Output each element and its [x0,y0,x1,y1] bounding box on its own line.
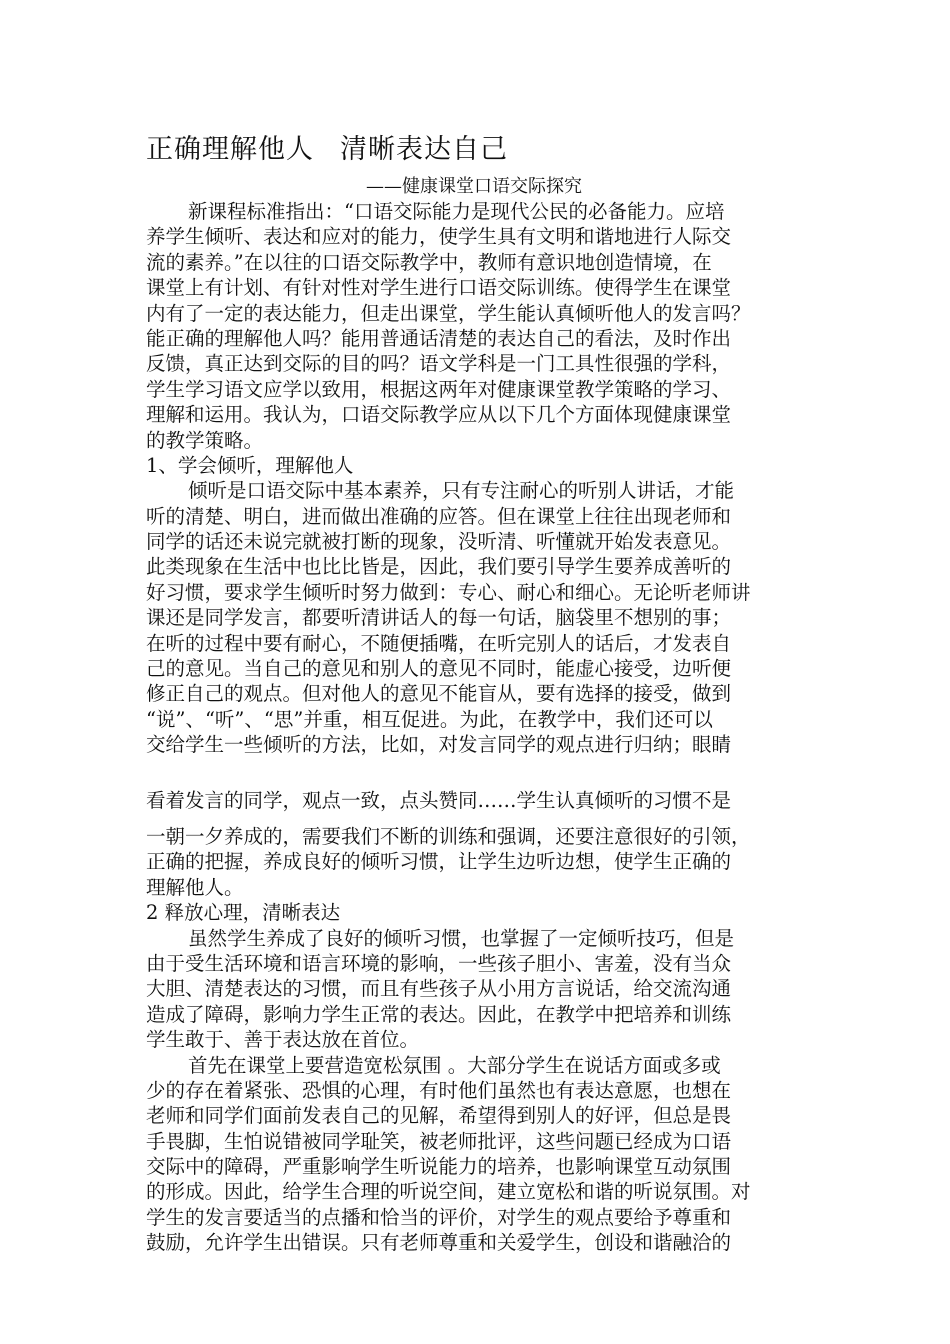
paragraph-line: 老师和同学们面前发表自己的见解，希望得到别人的好评，但总是畏 [146,1104,732,1128]
paragraph-line: 看着发言的同学，观点一致，点头赞同……学生认真倾听的习惯不是 [146,789,732,812]
paragraph-line: 手畏脚，生怕说错被同学耻笑，被老师批评，这些问题已经成为口语 [146,1129,732,1153]
paragraph-line: 同学的话还未说完就被打断的现象，没听清、听懂就开始发表意见。 [146,530,732,554]
paragraph-line: 养学生倾听、表达和应对的能力，使学生具有文明和谐地进行人际交 [146,225,732,249]
paragraph-line: 交际中的障碍，严重影响学生听说能力的培养，也影响课堂互动氛围 [146,1155,732,1179]
paragraph-line: 修正自己的观点。但对他人的意见不能盲从，要有选择的接受，做到 [146,682,732,706]
paragraph-line: 新课程标准指出：“口语交际能力是现代公民的必备能力。应培 [188,200,725,223]
paragraph-line: 造成了障碍，影响力学生正常的表达。因此，在教学中把培养和训练 [146,1002,732,1026]
paragraph-line: 的教学策略。 [146,428,264,452]
paragraph-line: 能正确的理解他人吗？能用普通话清楚的表达自己的看法，及时作出 [146,326,732,350]
paragraph-line: 的形成。因此，给学生合理的听说空间，建立宽松和谐的听说氛围。对 [146,1180,751,1204]
paragraph-line: 此类现象在生活中也比比皆是，因此，我们要引导学生要养成善听的 [146,555,732,579]
paragraph-line: 听的清楚、明白，进而做出准确的应答。但在课堂上往往出现老师和 [146,504,732,528]
paragraph-line: 学生敢于、善于表达放在首位。 [146,1028,420,1052]
paragraph-line: 课堂上有计划、有针对性对学生进行口语交际训练。使得学生在课堂 [146,276,732,300]
paragraph-line: 学生的发言要适当的点播和恰当的评价，对学生的观点要给予尊重和 [146,1205,732,1229]
paragraph-line: 理解和运用。我认为，口语交际教学应从以下几个方面体现健康课堂 [146,403,732,427]
document-title [146,133,508,167]
paragraph-line: 在听的过程中要有耐心，不随便插嘴，在听完别人的话后，才发表自 [146,631,732,655]
paragraph-line: 首先在课堂上要营造宽松氛围 。大部分学生在说话方面或多或 [188,1053,721,1077]
paragraph-line: 流的素养。”在以往的口语交际教学中，教师有意识地创造情境，在 [146,250,712,274]
paragraph-line: 大胆、清楚表达的习惯，而且有些孩子从小用方言说话，给交流沟通 [146,977,732,1001]
paragraph-line: 交给学生一些倾听的方法，比如，对发言同学的观点进行归纳；眼睛 [146,733,732,757]
paragraph-line: 好习惯，要求学生倾听时努力做到：专心、耐心和细心。无论听老师讲 [146,580,751,604]
body-block-1 [146,199,806,758]
paragraph-line: 内有了一定的表达能力，但走出课堂，学生能认真倾听他人的发言吗？ [146,301,751,325]
title-part-2: 清晰表达自己 [340,134,508,165]
paragraph-line: 课还是同学发言，都要听清讲话人的每一句话，脑袋里不想别的事； [146,606,732,630]
title-part-1: 正确理解他人 [146,134,314,165]
body-block-2 [146,788,806,813]
paragraph-line: 由于受生活环境和语言环境的影响，一些孩子胆小、害羞，没有当众 [146,951,732,975]
paragraph-line: 一朝一夕养成的，需要我们不断的训练和强调，还要注意很好的引领， [146,825,751,848]
paragraph-line: 少的存在着紧张、恐惧的心理，有时他们虽然也有表达意愿，也想在 [146,1078,732,1102]
paragraph-line: 己的意见。当自己的意见和别人的意见不同时，能虚心接受，边听便 [146,657,732,681]
paragraph-line: 理解他人。 [146,875,244,899]
paragraph-line: 虽然学生养成了良好的倾听习惯，也掌握了一定倾听技巧，但是 [188,926,735,950]
paragraph-line: “说”、“听”、“思”并重，相互促进。为此，在教学中，我们还可以 [146,707,713,731]
paragraph-line: 鼓励，允许学生出错误。只有老师尊重和关爱学生，创设和谐融洽的 [146,1231,732,1255]
paragraph-line: 反馈，真正达到交际的目的吗？语文学科是一门工具性很强的学科， [146,352,732,376]
section-heading: 1、学会倾听，理解他人 [146,453,354,477]
document-subtitle: ——健康课堂口语交际探究 [366,176,582,197]
section-heading: 2 释放心理，清晰表达 [146,901,341,925]
paragraph-line: 倾听是口语交际中基本素养，只有专注耐心的听别人讲话，才能 [188,479,735,503]
body-block-3 [146,824,806,1256]
paragraph-line: 学生学习语文应学以致用，根据这两年对健康课堂教学策略的学习、 [146,377,732,401]
paragraph-line: 正确的把握，养成良好的倾听习惯，让学生边听边想，使学生正确的 [146,850,732,874]
